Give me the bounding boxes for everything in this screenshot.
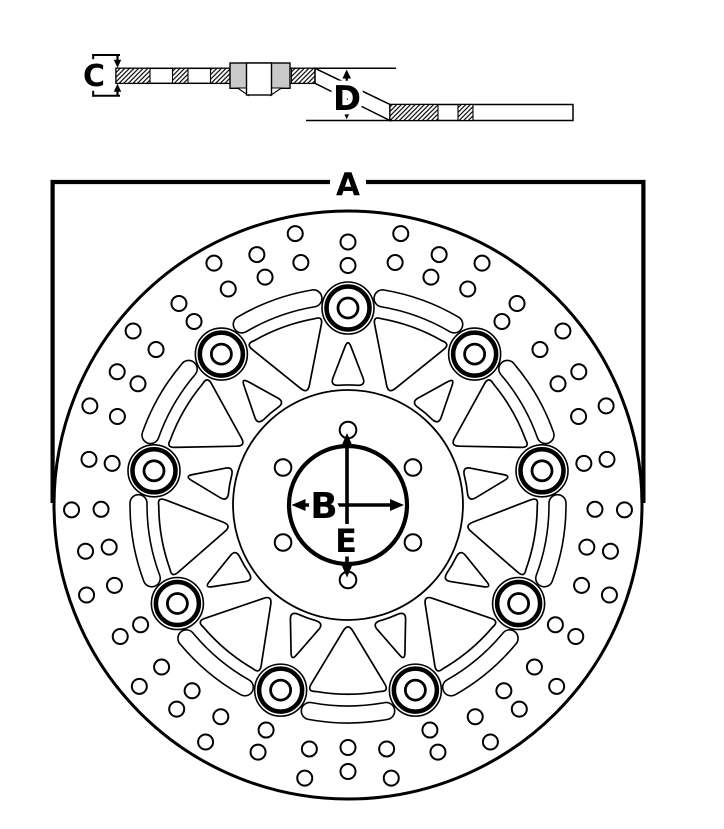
drilled-hole [249,247,264,262]
hatched-section [116,68,150,83]
drilled-hole [251,745,266,760]
drilled-hole [568,629,583,644]
drilled-hole [297,771,312,786]
rivet-center [532,461,552,481]
drilled-hole [468,709,483,724]
drilled-hole [79,588,94,603]
hatched-section [292,68,316,83]
bolt-hole [405,459,422,476]
hatched-section [173,68,189,83]
drilled-hole [599,398,614,413]
drilled-hole [579,540,594,555]
drilled-hole [105,456,120,471]
drilled-hole [341,258,356,273]
drilled-hole [169,702,184,717]
carrier-window-small [464,468,508,499]
drilled-hole [110,409,125,424]
drilled-hole [206,256,221,271]
label-center-bore: B [310,486,338,527]
drilled-hole [483,735,498,750]
drilled-hole [587,502,602,517]
drilled-hole [113,629,128,644]
drilled-hole [430,745,445,760]
carrier-window-small [445,553,488,587]
drilled-hole [532,342,547,357]
rivet-pin [247,63,272,95]
label-offset-height: D [332,79,362,119]
drilled-hole [617,502,632,517]
rivet-center [509,594,529,614]
drilled-hole [384,771,399,786]
drilled-hole [130,376,145,391]
drilled-hole [510,296,525,311]
carrier-window-small [290,613,320,657]
drilled-hole [341,740,356,755]
drilled-hole [475,256,490,271]
drilled-hole [81,452,96,467]
rivet-center [211,344,231,364]
drilled-hole [221,281,236,296]
carrier-window-large [468,499,538,574]
drilled-hole [133,617,148,632]
drilled-hole [126,323,141,338]
label-disc-thickness: C [82,59,106,94]
drilled-hole [259,723,274,738]
bolt-hole [405,534,422,551]
carrier-window-small [188,468,232,499]
float-slot [130,495,160,587]
rivet-center [465,344,485,364]
carrier-window-small [332,343,364,386]
hatched-section [390,105,438,121]
drilled-hole [154,660,169,675]
rivet-center [144,461,164,481]
drilled-hole [379,741,394,756]
drilled-hole [571,364,586,379]
drilled-hole [288,226,303,241]
drilled-hole [107,578,122,593]
label-outer-diameter: A [336,167,360,203]
drilled-hole [548,617,563,632]
drilled-hole [423,270,438,285]
drilled-hole [512,702,527,717]
carrier-window-large [158,499,228,574]
drilled-hole [496,683,511,698]
carrier-window-large [249,318,321,391]
bolt-hole [275,534,292,551]
drilled-hole [341,764,356,779]
arrowhead [342,70,351,79]
rivet-center [167,594,187,614]
rivet-center [271,680,291,700]
arrowhead [114,60,122,68]
rivet-center [405,680,425,700]
drilled-hole [132,679,147,694]
drilled-hole [187,314,202,329]
drilled-hole [388,255,403,270]
drilled-hole [571,409,586,424]
carrier-window-small [375,613,405,657]
drilled-hole [102,540,117,555]
drilled-hole [64,502,79,517]
drilled-hole [460,281,475,296]
drilled-hole [185,683,200,698]
drilled-hole [78,544,93,559]
hatched-section [458,105,473,121]
drilled-hole [94,502,109,517]
drilled-hole [549,679,564,694]
drilled-hole [198,735,213,750]
drilled-hole [600,452,615,467]
drilled-hole [576,456,591,471]
float-slot [301,702,394,723]
drilled-hole [603,544,618,559]
arrowhead [114,84,122,92]
bolt-hole [275,459,292,476]
drilled-hole [258,270,273,285]
label-bolt-circle: E [335,522,357,560]
drilled-hole [213,709,228,724]
drilled-hole [341,235,356,250]
carrier-window-small [207,553,250,587]
float-slot [536,495,566,587]
hatched-section [211,68,231,83]
drilled-hole [293,255,308,270]
disc-front-view [54,211,642,799]
drilled-hole [149,342,164,357]
rivet-center [338,298,358,318]
drilled-hole [527,660,542,675]
drilled-hole [494,314,509,329]
carrier-window-large [310,627,387,694]
drilled-hole [302,741,317,756]
drilled-hole [432,247,447,262]
drilled-hole [574,578,589,593]
drilled-hole [555,323,570,338]
drilled-hole [551,376,566,391]
drilled-hole [82,398,97,413]
drilled-hole [393,226,408,241]
drilled-hole [602,588,617,603]
carrier-window-large [374,318,446,391]
drilled-hole [110,364,125,379]
drilled-hole [422,723,437,738]
drilled-hole [171,296,186,311]
